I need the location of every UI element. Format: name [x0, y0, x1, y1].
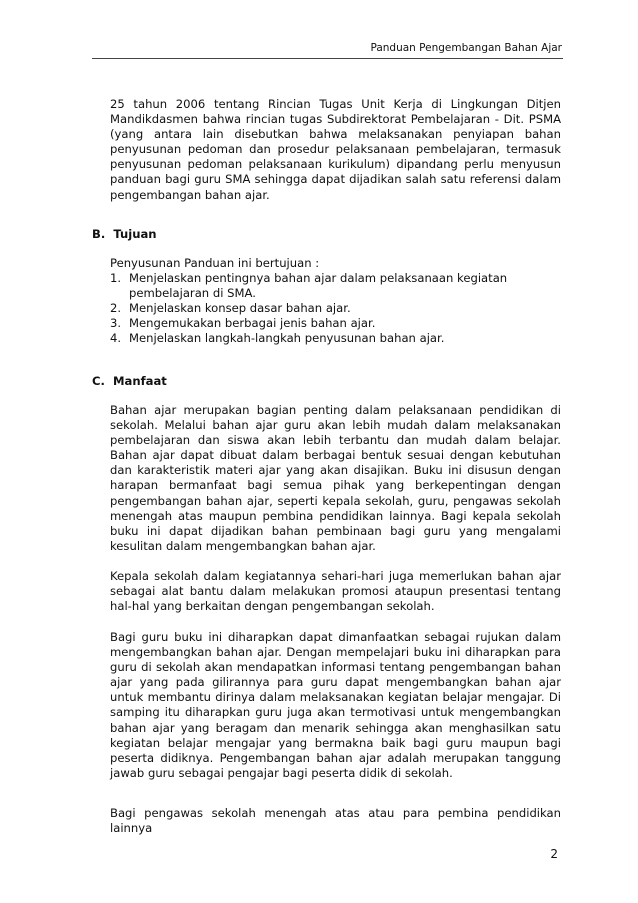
list-item-number: 2.	[110, 301, 122, 316]
section-b-label: B.	[92, 227, 106, 241]
manfaat-paragraph-3: Bagi guru buku ini diharapkan dapat dimanfaatkan sebagai rujukan dalam mengembangkan bahan ajar. Dengan mempelajari buku ini diharapkan para guru di sekolah akan mendapatkan informasi tentang pengembangan bahan ajar yang pada gilirannya para guru dapat mengembangkan bahan ajar untuk membantu dirinya dalam melaksanakan kegiatan belajar mengajar. Di samping itu diharapkan guru juga akan termotivasi untuk mengembangkan bahan ajar yang beragam dan menarik sehingga akan menghasilkan satu kegiatan belajar mengajar yang bermakna baik bagi guru maupun bagi peserta didiknya. Pengembangan bahan ajar adalah merupakan tanggung jawab guru sebagai pengajar bagi peserta didik di sekolah.	[110, 630, 561, 780]
manfaat-paragraph-1: Bahan ajar merupakan bagian penting dalam pelaksanaan pendidikan di sekolah. Melalui bahan ajar guru akan lebih mudah dalam melaksanakan pembelajaran dan siswa akan lebih terbantu dan mudah dalam belajar. Bahan ajar dapat dibuat dalam berbagai bentuk sesuai dengan kebutuhan dan karakteristik materi ajar yang akan disajikan. Buku ini disusun dengan harapan bermanfaat bagi semua pihak yang berkepentingan dengan pengembangan bahan ajar, seperti kepala sekolah, guru, pengawas sekolah menengah atas maupun pembina pendidikan lainnya. Bagi kepala sekolah buku ini dapat dijadikan bahan pembinaan bagi guru yang mengalami kesulitan dalam mengembangkan bahan ajar.	[110, 403, 561, 553]
list-item-number: 1.	[110, 271, 122, 285]
section-b-lead: Penyusunan Panduan ini bertujuan :	[110, 256, 320, 270]
section-c-label: C.	[92, 374, 105, 388]
list-item-text: Mengemukakan berbagai jenis bahan ajar.	[129, 316, 376, 331]
intro-paragraph: 25 tahun 2006 tentang Rincian Tugas Unit Kerja di Lingkungan Ditjen Mandikdasmen bahwa rincian tugas Subdirektorat Pembelajaran - Dit. PSMA (yang antara lain disebutkan bahwa melaksanakan penyiapan bahan penyusunan pedoman dan prosedur pelaksanaan pembelajaran, termasuk penyusunan pedoman pelaksanaan kurikulum) dipandang perlu menyusun panduan bagi guru SMA sehingga dapat dijadikan salah satu referensi dalam pengembangan bahan ajar.	[110, 97, 561, 202]
manfaat-paragraph-2: Kepala sekolah dalam kegiatannya sehari-hari juga memerlukan bahan ajar sebagai alat bantu dalam melakukan promosi ataupun presentasi tentang hal-hal yang berkaitan dengan pengembangan sekolah.	[110, 569, 561, 614]
objectives-list	[110, 271, 561, 346]
section-b-title: Tujuan	[113, 227, 157, 241]
section-b-heading	[92, 227, 157, 241]
section-c-heading	[92, 374, 167, 388]
manfaat-paragraph-4: Bagi pengawas sekolah menengah atas atau para pembina pendidikan lainnya	[110, 806, 561, 836]
section-c-title: Manfaat	[113, 374, 167, 388]
list-item-text: Menjelaskan langkah-langkah penyusunan bahan ajar.	[129, 331, 445, 346]
header-rule	[92, 58, 563, 59]
list-item-number: 3.	[110, 316, 122, 331]
list-item-text: Menjelaskan pentingnya bahan ajar dalam pelaksanaan kegiatan pembelajaran di SMA.	[129, 271, 508, 301]
running-header: Panduan Pengembangan Bahan Ajar	[370, 42, 562, 54]
list-item	[110, 316, 561, 331]
list-item	[110, 271, 561, 301]
list-item	[110, 331, 561, 346]
list-item-number: 4.	[110, 331, 122, 346]
list-item	[110, 301, 561, 316]
list-item-text: Menjelaskan konsep dasar bahan ajar.	[129, 301, 351, 316]
page-number: 2	[550, 847, 558, 861]
